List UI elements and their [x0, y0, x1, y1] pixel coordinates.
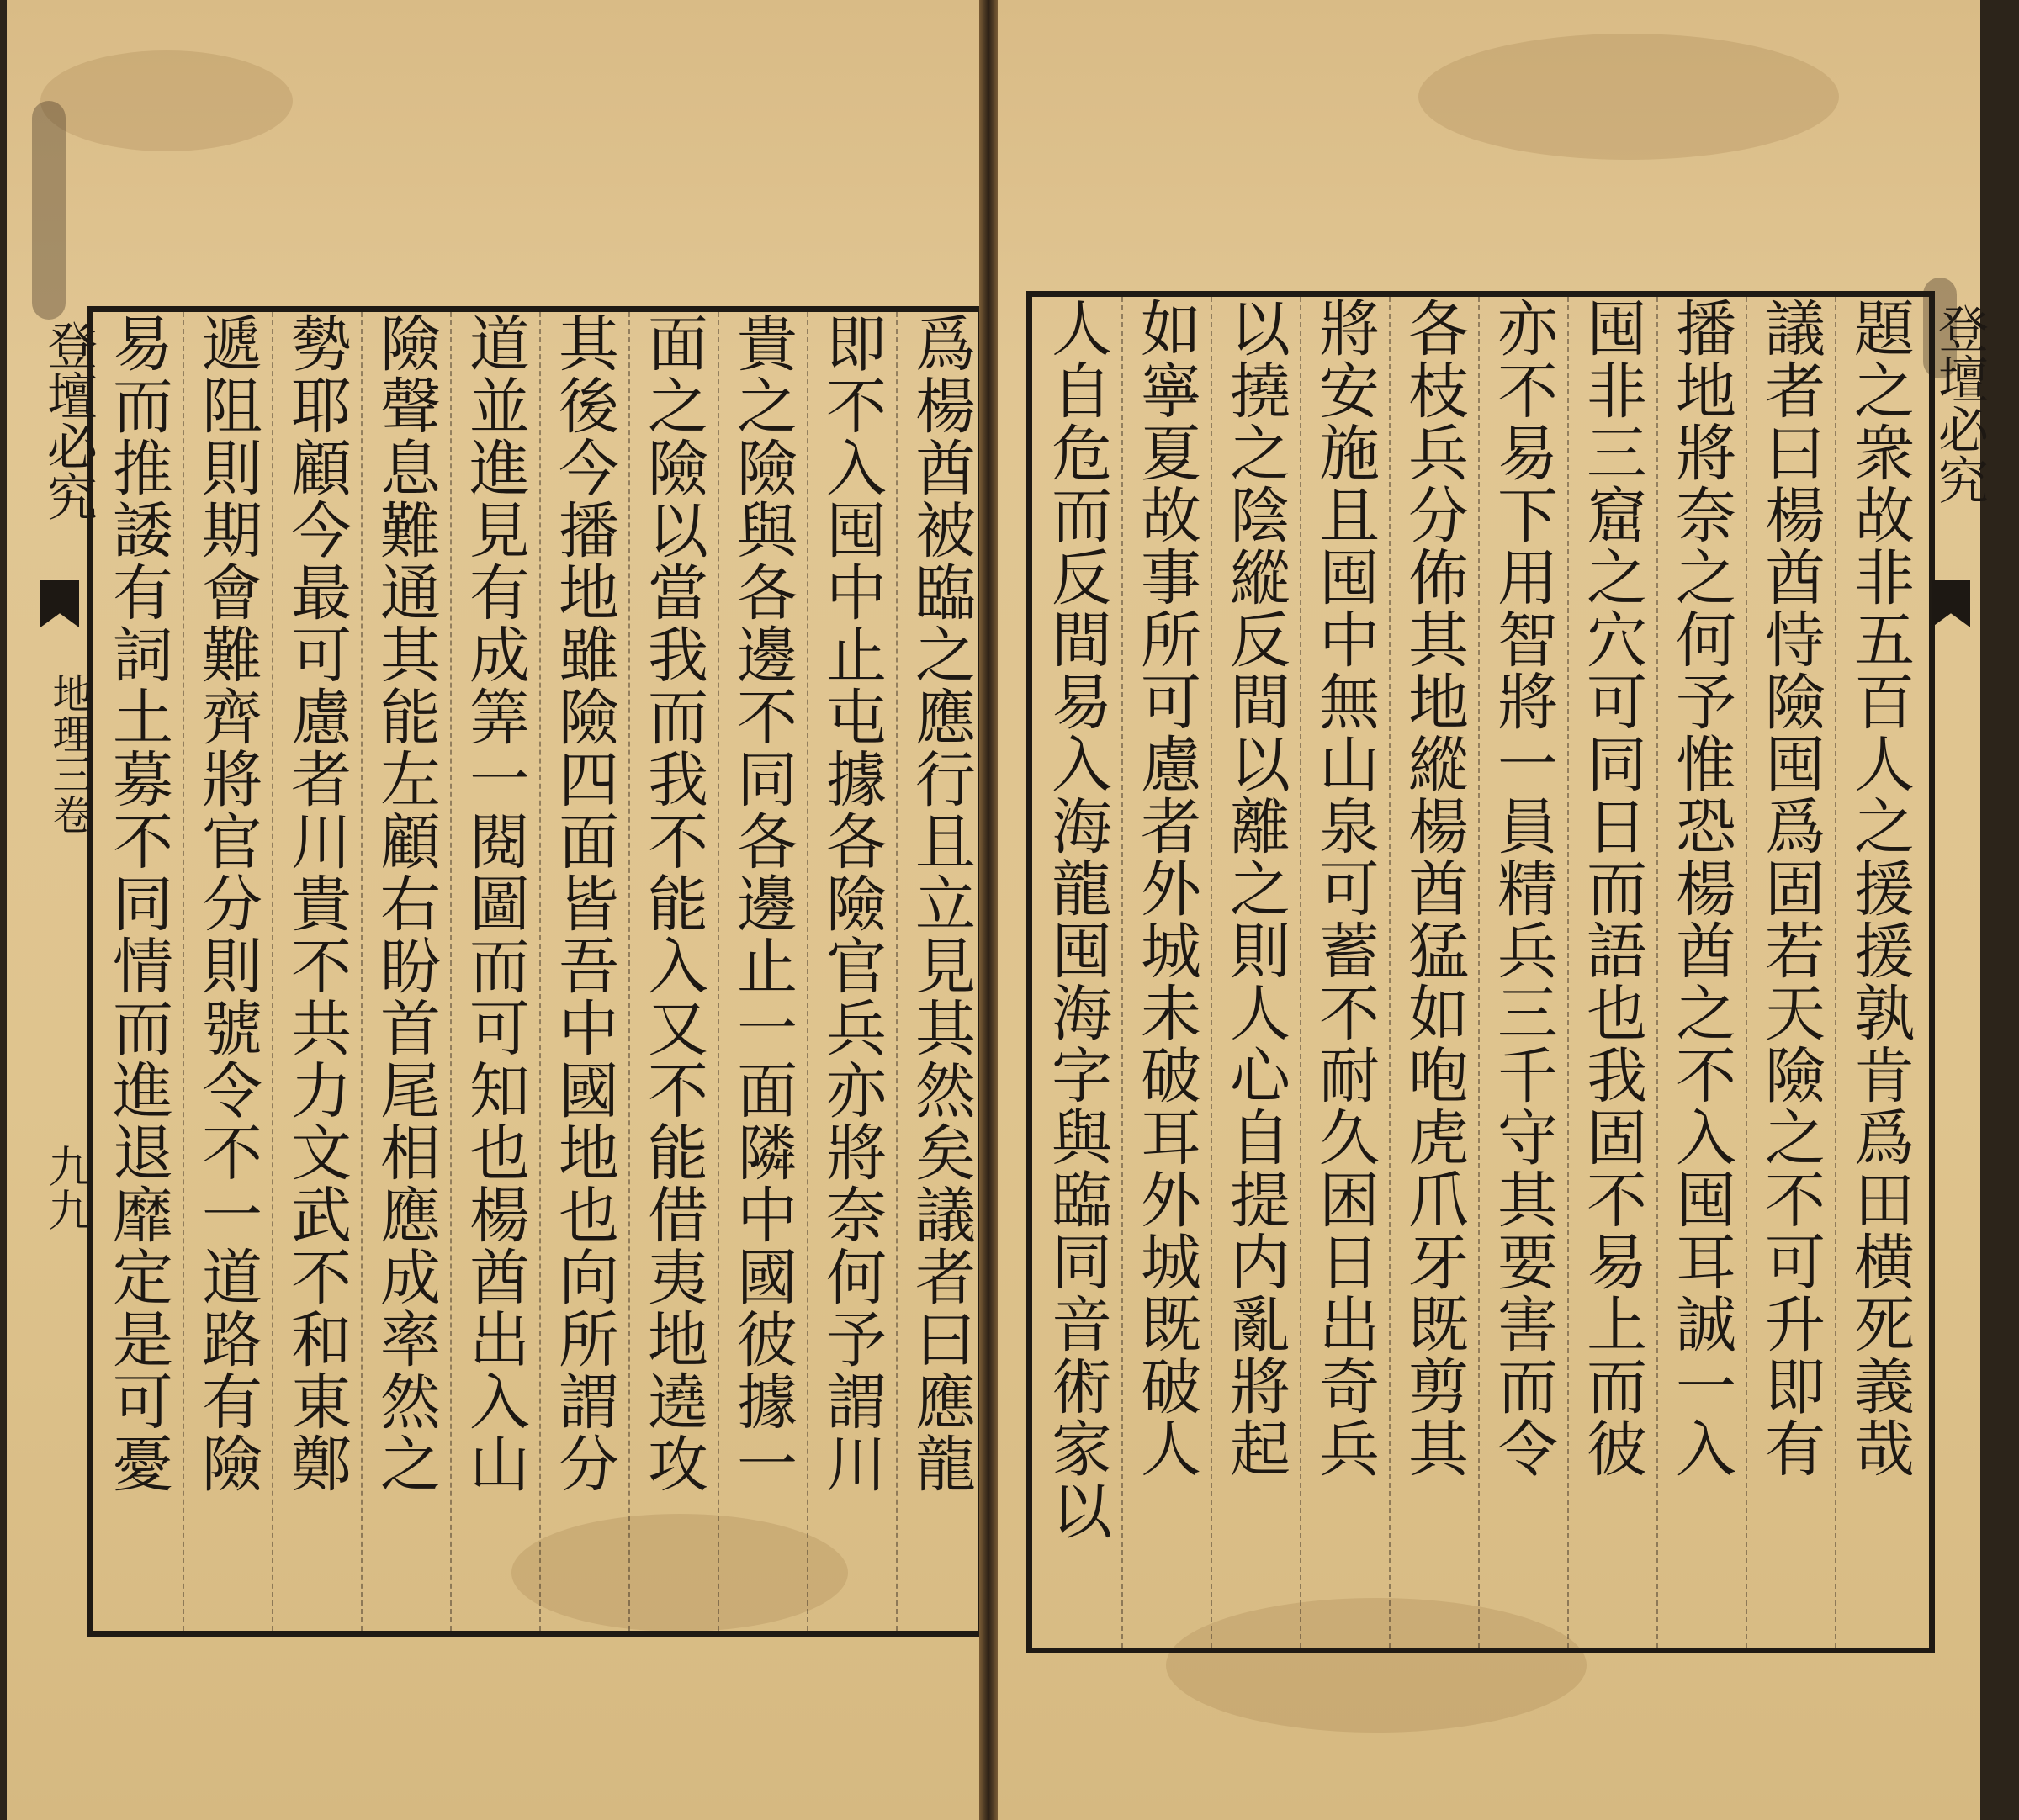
text-column: 遞阻則期會難齊將官分則號令不一道路有險 — [192, 312, 262, 1495]
text-column: 面之險以當我而我不能入又不能借夷地遶攻 — [638, 312, 708, 1495]
left-fold-title: 登壇必究 — [39, 320, 98, 521]
book-gutter — [979, 0, 998, 1820]
text-column: 囤非三窟之穴可同日而語也我固不易上而彼 — [1577, 297, 1647, 1479]
left-page-number: 九九 — [40, 1144, 91, 1231]
text-column: 題之衆故非五百人之援援孰肯爲田横死義哉 — [1844, 297, 1915, 1479]
text-column: 播地將奈之何予惟恐楊酋之不入囤耳誠一入 — [1666, 297, 1736, 1479]
text-column: 如寧夏故事所可慮者外城未破耳外城既破人 — [1131, 297, 1201, 1479]
text-column: 人自危而反間易入海龍囤海字與臨同音術家以 — [1041, 297, 1112, 1542]
text-column: 議者曰楊酋恃險囤爲固若天險之不可升即有 — [1755, 297, 1826, 1479]
text-column: 險聲息難通其能左顧右盼首尾相應成率然之 — [370, 312, 441, 1495]
left-page — [7, 0, 979, 1820]
text-column: 道並進見有成筭一閱圖而可知也楊酋出入山 — [459, 312, 530, 1495]
text-column: 易而推諉有詞土募不同情而進退靡定是可憂 — [103, 312, 173, 1495]
left-text-frame — [87, 306, 984, 1637]
text-column: 即不入囤中止屯據各險官兵亦將奈何予謂川 — [816, 312, 887, 1495]
left-fold-section: 地理三卷 — [45, 673, 93, 834]
text-column: 勢耶顧今最可慮者川貴不共力文武不和東鄭 — [281, 312, 352, 1495]
right-text-frame — [1026, 291, 1935, 1653]
text-column: 以撓之陰縱反間以離之則人心自提内亂將起 — [1220, 297, 1290, 1479]
text-column: 其後今播地雖險四面皆吾中國地也向所謂分 — [548, 312, 619, 1495]
right-fishtail-mark — [1932, 580, 1970, 627]
text-column: 亦不易下用智將一員精兵三千守其要害而令 — [1487, 297, 1558, 1479]
left-fishtail-mark — [40, 580, 79, 627]
right-page — [998, 0, 1989, 1820]
text-column: 爲楊酋被臨之應行且立見其然矣議者曰應龍 — [905, 312, 976, 1495]
text-column: 貴之險與各邊不同各邊止一面隣中國彼據一 — [727, 312, 798, 1495]
right-fold-title: 登壇必究 — [1930, 303, 1989, 505]
text-column: 將安施且囤中無山泉可蓄不耐久困日出奇兵 — [1309, 297, 1380, 1479]
text-column: 各枝兵分佈其地縱楊酋猛如咆虎爪牙既剪其 — [1398, 297, 1469, 1479]
